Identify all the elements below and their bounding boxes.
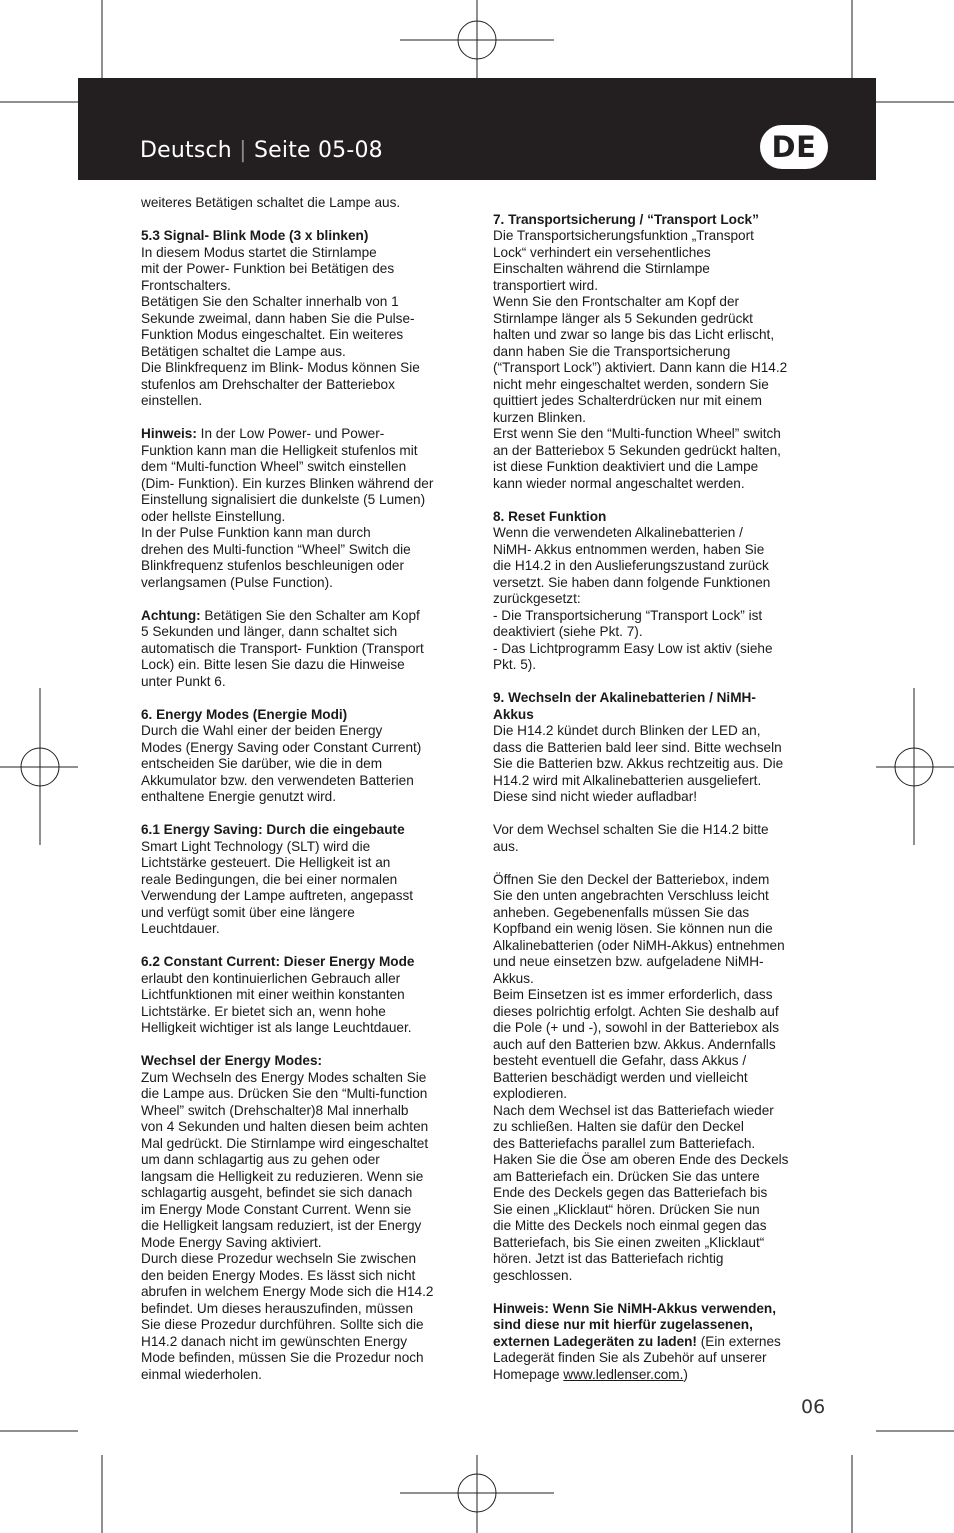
- header-bar: [78, 78, 876, 180]
- text-line: die H14.2 in den Auslieferungszustand zurück: [493, 558, 769, 573]
- title-language: Deutsch: [140, 138, 232, 163]
- text-line: am Batteriefach ein. Drücken Sie das untere: [493, 1168, 760, 1184]
- text-line: Vor dem Wechsel schalten Sie die H14.2 bitte: [493, 822, 769, 837]
- text-line: befindet. Um dieses herauszufinden, müssen: [141, 1300, 414, 1316]
- text-line: ist diese Funktion deaktiviert und die Lampe: [493, 459, 759, 474]
- text-line: Lichtstärke gesteuert. Die Helligkeit ist an: [141, 855, 391, 870]
- text-line: transportiert wird.: [493, 277, 599, 293]
- text-line: kurzen Blinken.: [493, 409, 586, 425]
- text-line: Mode befinden, müssen Sie die Prozedur noch: [141, 1350, 424, 1365]
- text-line: Sekunde zweimal, dann haben Sie die Pulse-: [141, 310, 415, 326]
- text-line: Einstellung signalisiert die dunkelste (5 Lumen): [141, 492, 426, 507]
- text-line: Durch die Wahl einer der beiden Energy: [141, 723, 383, 738]
- section-heading-wechsel: Wechsel der Energy Modes:: [141, 1053, 323, 1068]
- text-line: erlaubt den kontinuierlichen Gebrauch aller: [141, 970, 401, 986]
- text-line: einstellen.: [141, 393, 203, 408]
- text-line: abrufen in welchem Energy Mode sich die H14.2: [141, 1284, 434, 1299]
- text-line: Mode Energy Saving aktiviert.: [141, 1234, 322, 1250]
- text-line: die Lampe aus. Drücken Sie den “Multi-function: [141, 1086, 428, 1101]
- text-line: Batterien beschädigt werden und vielleicht: [493, 1069, 748, 1085]
- text-line: Durch diese Prozedur wechseln Sie zwischen: [141, 1251, 417, 1266]
- text-line: Lock) ein. Bitte lesen Sie dazu die Hinweise: [141, 657, 405, 672]
- text-line: dass die Batterien bald leer sind. Bitte wechseln: [493, 739, 782, 755]
- text-line: Kopfband ein wenig lösen. Sie können nun die: [493, 921, 773, 936]
- text-line: Betätigen schaltet die Lampe aus.: [141, 343, 346, 359]
- text-line: Betätigen Sie den Schalter innerhalb von 1: [141, 294, 399, 309]
- text-line: H14.2 wird mit Alkalinebatterien ausgeliefert.: [493, 772, 762, 788]
- text-line: Frontschalters.: [141, 277, 231, 293]
- text-line: Mal gedrückt. Die Stirnlampe wird eingeschaltet: [141, 1135, 429, 1151]
- text-line: hören. Jetzt ist das Batteriefach richtig: [493, 1251, 724, 1266]
- text-line: dem “Multi-function Wheel” switch einstellen: [141, 459, 407, 474]
- text-line: - Die Transportsicherung “Transport Lock” ist: [493, 607, 763, 623]
- achtung-paragraph: Achtung: Betätigen Sie den Schalter am Kopf: [141, 607, 420, 623]
- text-line: Sie diese Prozedur durchführen. Sollte sich die: [141, 1317, 424, 1332]
- text-line: Funktion Modus eingeschaltet. Ein weiteres: [141, 327, 404, 342]
- homepage-line: Homepage www.ledlenser.com.): [493, 1366, 688, 1382]
- text-line: Die Blinkfrequenz im Blink- Modus können Sie: [141, 360, 420, 375]
- page-title: [140, 138, 383, 163]
- text-line: Pkt. 5).: [493, 657, 537, 672]
- text-line: Akkumulator bzw. den verwendeten Batterien: [141, 772, 414, 788]
- text-line: Leuchtdauer.: [141, 921, 220, 936]
- text-line: 5 Sekunden und länger, dann schaltet sich: [141, 624, 398, 639]
- text-line: H14.2 danach nicht im gewünschten Energy: [141, 1333, 407, 1349]
- text-line: Lock“ verhindert ein versehentliches: [493, 244, 711, 260]
- text-line: Wheel” switch (Drehschalter)8 Mal innerhalb: [141, 1102, 409, 1118]
- text-line: entscheiden Sie darüber, wie die in dem: [141, 756, 383, 771]
- title-pages: Seite 05-08: [253, 138, 383, 163]
- text-line: im Energy Mode Constant Current. Wenn sie: [141, 1201, 412, 1217]
- section-heading-9-cont: Akkus: [493, 706, 534, 722]
- text-line: die Mitte des Deckels noch einmal gegen das: [493, 1218, 767, 1233]
- text-line: Einschalten während die Stirnlampe: [493, 261, 710, 276]
- text-line: Helligkeit wichtiger ist als lange Leuchtdauer.: [141, 1020, 412, 1035]
- text-line: weiteres Betätigen schaltet die Lampe aus.: [141, 195, 401, 210]
- text-line: explodieren.: [493, 1086, 568, 1101]
- text-line: quittiert jedes Schalterdrücken nur mit einem: [493, 393, 762, 408]
- homepage-link[interactable]: www.ledlenser.com.: [563, 1366, 684, 1382]
- text-line: besteht eventuell die Gefahr, dass Akkus /: [493, 1053, 747, 1068]
- text-line: Sie die Batterien bzw. Akkus rechtzeitig aus. Die: [493, 756, 784, 771]
- text-line: versetzt. Sie haben dann folgende Funktionen: [493, 574, 771, 590]
- left-column: [141, 195, 481, 1383]
- text-line: und neue einsetzen bzw. aufgeladene NiMH-: [493, 954, 764, 969]
- section-heading-7: 7. Transportsicherung / “Transport Lock”: [493, 211, 759, 227]
- text-line: Verwendung der Lampe auftreten, angepasst: [141, 888, 414, 903]
- text-line: reale Bedingungen, die bei einer normalen: [141, 871, 398, 887]
- text-line: verlangsamen (Pulse Function).: [141, 574, 333, 590]
- text-line: die Helligkeit langsam reduziert, ist der Energy: [141, 1218, 422, 1233]
- hinweis-nimh-line: sind diese nur mit hierfür zugelassenen,: [493, 1317, 753, 1332]
- text-line: kann wieder normal angeschaltet werden.: [493, 475, 745, 491]
- text-line: Funktion kann man die Helligkeit stufenlos mit: [141, 442, 418, 458]
- text-line: Sie den unten angebrachten Verschluss leicht: [493, 888, 769, 903]
- text-line: - Das Lichtprogramm Easy Low ist aktiv (siehe: [493, 640, 773, 656]
- text-line: Beim Einsetzen ist es immer erforderlich, dass: [493, 987, 773, 1002]
- text-line: stufenlos am Drehschalter der Batteriebox: [141, 376, 395, 392]
- section-heading-6-2: 6.2 Constant Current: Dieser Energy Mode: [141, 954, 415, 969]
- text-line: Akkus.: [493, 970, 534, 986]
- text-line: Nach dem Wechsel ist das Batteriefach wieder: [493, 1102, 774, 1118]
- text-line: Öffnen Sie den Deckel der Batteriebox, indem: [493, 871, 770, 887]
- text-line: halten und zwar so lange bis das Licht erlischt,: [493, 327, 775, 342]
- text-line: langsam die Helligkeit zu reduzieren. Wenn sie: [141, 1168, 424, 1184]
- text-line: (“Transport Lock”) aktiviert. Dann kann die H14.2: [493, 360, 788, 375]
- text-line: Diese sind nicht wieder aufladbar!: [493, 789, 698, 804]
- text-line: zu schließen. Halten sie dafür den Deckel: [493, 1119, 744, 1134]
- text-line: NiMH- Akkus entnommen werden, haben Sie: [493, 541, 765, 557]
- text-line: In der Pulse Funktion kann man durch: [141, 525, 371, 540]
- text-line: Batteriefach, bis Sie einen zweiten „Klicklaut“: [493, 1234, 765, 1250]
- text-line: um dann schlagartig aus zu gehen oder: [141, 1152, 380, 1167]
- text-line: automatisch die Transport- Funktion (Transport: [141, 640, 424, 656]
- text-line: Wenn die verwendeten Alkalinebatterien /: [493, 525, 743, 540]
- text-line: unter Punkt 6.: [141, 673, 226, 689]
- text-line: nicht mehr eingeschaltet werden, sondern Sie: [493, 376, 769, 392]
- section-heading-9: 9. Wechseln der Akalinebatterien / NiMH-: [493, 690, 756, 705]
- text-line: Zum Wechseln des Energy Modes schalten Sie: [141, 1069, 427, 1085]
- text-line: die Pole (+ und -), sowohl in der Batteriebox als: [493, 1020, 779, 1035]
- language-badge: DE: [760, 125, 828, 169]
- section-heading-6: 6. Energy Modes (Energie Modi): [141, 706, 348, 722]
- text-line: (Dim- Funktion). Ein kurzes Blinken während der: [141, 475, 434, 491]
- text-line: drehen des Multi-function “Wheel” Switch die: [141, 541, 411, 557]
- text-line: mit der Power- Funktion bei Betätigen des: [141, 261, 395, 276]
- achtung-label: Achtung:: [141, 607, 201, 623]
- hinweis-label: Hinweis:: [141, 426, 197, 441]
- text-line: enthaltene Energie genutzt wird.: [141, 789, 336, 804]
- text-line: Die H14.2 kündet durch Blinken der LED an,: [493, 723, 761, 738]
- text-line: den beiden Energy Modes. Es lässt sich nicht: [141, 1267, 416, 1283]
- text-line: dieses polrichtig erfolgt. Achten Sie deshalb auf: [493, 1003, 779, 1019]
- title-separator: |: [239, 138, 247, 163]
- text-line: Lichtfunktionen mit einer weithin konstanten: [141, 987, 405, 1002]
- section-heading-8: 8. Reset Funktion: [493, 508, 607, 524]
- text-line: Alkalinebatterien (oder NiMH-Akkus) entnehmen: [493, 937, 785, 953]
- text-line: In diesem Modus startet die Stirnlampe: [141, 244, 377, 260]
- text-line: Ladegerät finden Sie als Zubehör auf unserer: [493, 1350, 767, 1365]
- section-heading-6-1: 6.1 Energy Saving: Durch die eingebaute: [141, 822, 405, 837]
- text-line: Haken Sie die Öse am oberen Ende des Deckels: [493, 1152, 789, 1167]
- text-line: geschlossen.: [493, 1267, 573, 1283]
- text-line: schlagartig ausgeht, befindet sie sich danach: [141, 1185, 413, 1200]
- text-line: Wenn Sie den Frontschalter am Kopf der: [493, 294, 740, 309]
- right-column: [493, 195, 833, 1383]
- text-line: Modes (Energy Saving oder Constant Current): [141, 739, 422, 755]
- hinweis-nimh-line: Hinweis: Wenn Sie NiMH-Akkus verwenden,: [493, 1300, 777, 1316]
- text-line: Smart Light Technology (SLT) wird die: [141, 838, 371, 854]
- text-line: zurückgesetzt:: [493, 591, 581, 606]
- text-line: anheben. Gegebenenfalls müssen Sie das: [493, 904, 750, 920]
- text-line: aus.: [493, 838, 519, 854]
- hinweis-paragraph: Hinweis: In der Low Power- und Power-: [141, 426, 385, 441]
- text-line: Sie einen „Klicklaut“ hören. Drücken Sie nun: [493, 1201, 760, 1217]
- hinweis-nimh-line: externen Ladegeräten zu laden! (Ein externes: [493, 1333, 781, 1349]
- text-line: Lichtstärke. Er bietet sich an, wenn hohe: [141, 1003, 386, 1019]
- text-line: an der Batteriebox 5 Sekunden gedrückt halten,: [493, 442, 781, 458]
- text-line: einmal wiederholen.: [141, 1366, 262, 1382]
- text-line: Die Transportsicherungsfunktion „Transport: [493, 228, 754, 243]
- text-line: des Batteriefachs parallel zum Batteriefach.: [493, 1135, 756, 1151]
- text-line: deaktiviert (siehe Pkt. 7).: [493, 624, 643, 639]
- page-number: 06: [801, 1396, 826, 1418]
- section-heading-5-3: 5.3 Signal- Blink Mode (3 x blinken): [141, 228, 369, 243]
- text-line: oder hellste Einstellung.: [141, 508, 286, 524]
- text-line: Blinkfrequenz stufenlos beschleunigen oder: [141, 558, 404, 573]
- text-line: von 4 Sekunden und halten diesen beim achten: [141, 1119, 429, 1134]
- text-line: auch auf den Batterien bzw. Akkus. Andernfalls: [493, 1036, 776, 1052]
- text-line: Stirnlampe länger als 5 Sekunden gedrückt: [493, 310, 753, 326]
- text-line: dann haben Sie die Transportsicherung: [493, 343, 731, 359]
- text-line: Ende des Deckels gegen das Batteriefach bis: [493, 1185, 768, 1200]
- text-line: Erst wenn Sie den “Multi-function Wheel” switch: [493, 426, 781, 441]
- text-line: und verfügt somit über eine längere: [141, 904, 355, 920]
